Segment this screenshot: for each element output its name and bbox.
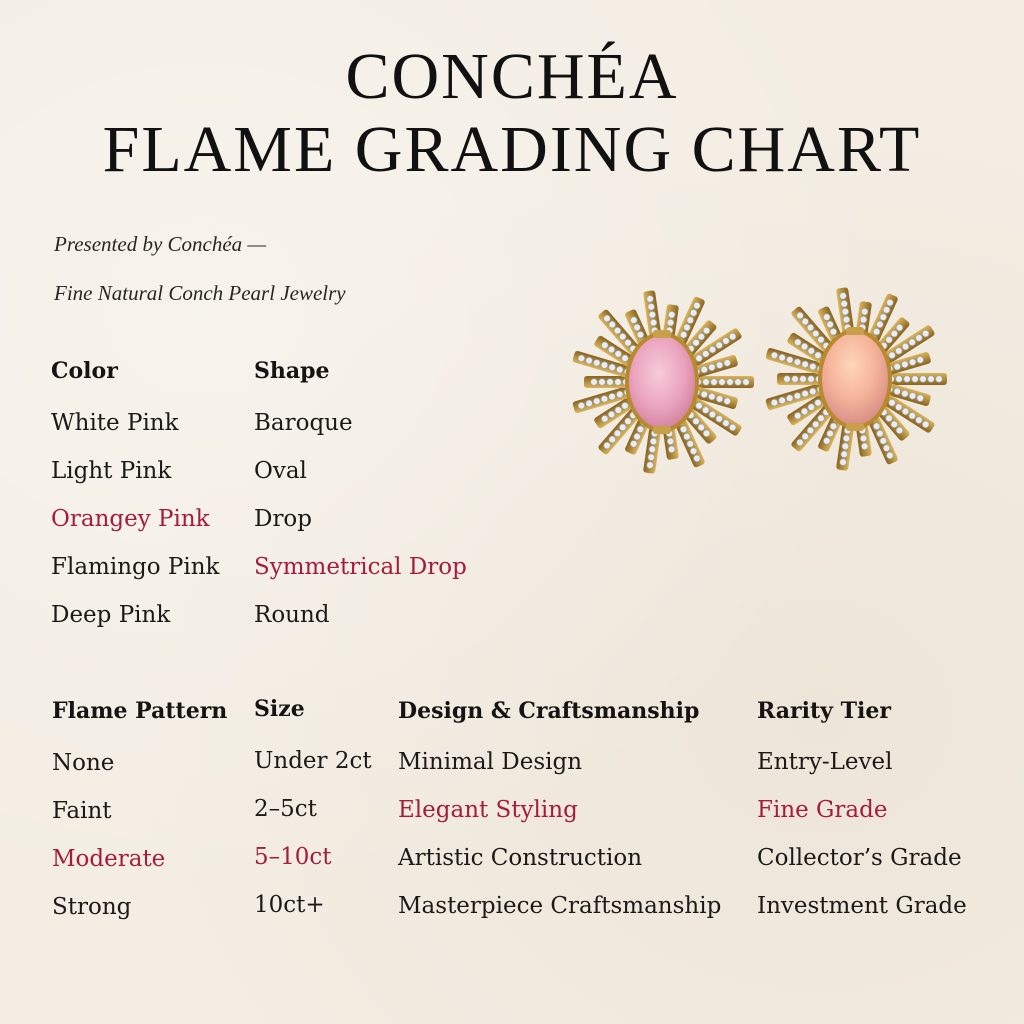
- color-item-highlighted: Orangey Pink: [51, 506, 210, 532]
- size-item: 10ct+: [254, 892, 325, 918]
- right-earring: [765, 287, 947, 471]
- rarity-item: Entry-Level: [757, 749, 893, 775]
- conch-pearl: [629, 336, 695, 428]
- earrings-image: [570, 262, 950, 502]
- design-header: Design & Craftsmanship: [398, 698, 700, 724]
- diamond-ray: [692, 376, 754, 388]
- shape-item-highlighted: Symmetrical Drop: [254, 554, 467, 580]
- size-item: 2–5ct: [254, 796, 317, 822]
- conch-pearl: [822, 333, 888, 425]
- design-item: Artistic Construction: [398, 845, 643, 871]
- rarity-item-highlighted: Fine Grade: [757, 797, 888, 823]
- flame-pattern-header: Flame Pattern: [52, 698, 228, 724]
- page-title-chart: FLAME GRADING CHART: [102, 113, 922, 186]
- size-header: Size: [254, 696, 305, 722]
- left-earring: [572, 290, 754, 474]
- gold-prong: [653, 330, 671, 338]
- gold-prong: [846, 327, 864, 335]
- color-item: Deep Pink: [51, 602, 171, 628]
- color-item: White Pink: [51, 410, 179, 436]
- page-title-brand: CONCHÉA: [345, 40, 679, 113]
- shape-header: Shape: [254, 358, 330, 384]
- gold-prong: [653, 426, 671, 434]
- flame-pattern-item-highlighted: Moderate: [52, 846, 166, 872]
- size-item-highlighted: 5–10ct: [254, 844, 332, 870]
- subtitle-tagline: Fine Natural Conch Pearl Jewelry: [54, 281, 346, 305]
- diamond-ray: [777, 373, 825, 385]
- shape-item: Drop: [254, 506, 313, 532]
- flame-pattern-item: None: [52, 750, 115, 776]
- color-header: Color: [51, 358, 118, 384]
- flame-pattern-item: Faint: [52, 798, 112, 824]
- size-item: Under 2ct: [254, 748, 372, 774]
- gold-prong: [846, 423, 864, 431]
- design-item: Minimal Design: [398, 749, 583, 775]
- design-item-highlighted: Elegant Styling: [398, 797, 578, 823]
- design-item: Masterpiece Craftsmanship: [398, 893, 722, 919]
- color-item: Light Pink: [51, 458, 172, 484]
- subtitle-presented-by: Presented by Conchéa —: [54, 232, 267, 256]
- diamond-ray: [885, 373, 947, 385]
- shape-item: Baroque: [254, 410, 353, 436]
- flame-pattern-item: Strong: [52, 894, 132, 920]
- diamond-ray: [584, 376, 632, 388]
- rarity-item: Collector’s Grade: [757, 845, 962, 871]
- rarity-header: Rarity Tier: [757, 698, 891, 724]
- rarity-item: Investment Grade: [757, 893, 967, 919]
- color-item: Flamingo Pink: [51, 554, 220, 580]
- shape-item: Oval: [254, 458, 307, 484]
- shape-item: Round: [254, 602, 330, 628]
